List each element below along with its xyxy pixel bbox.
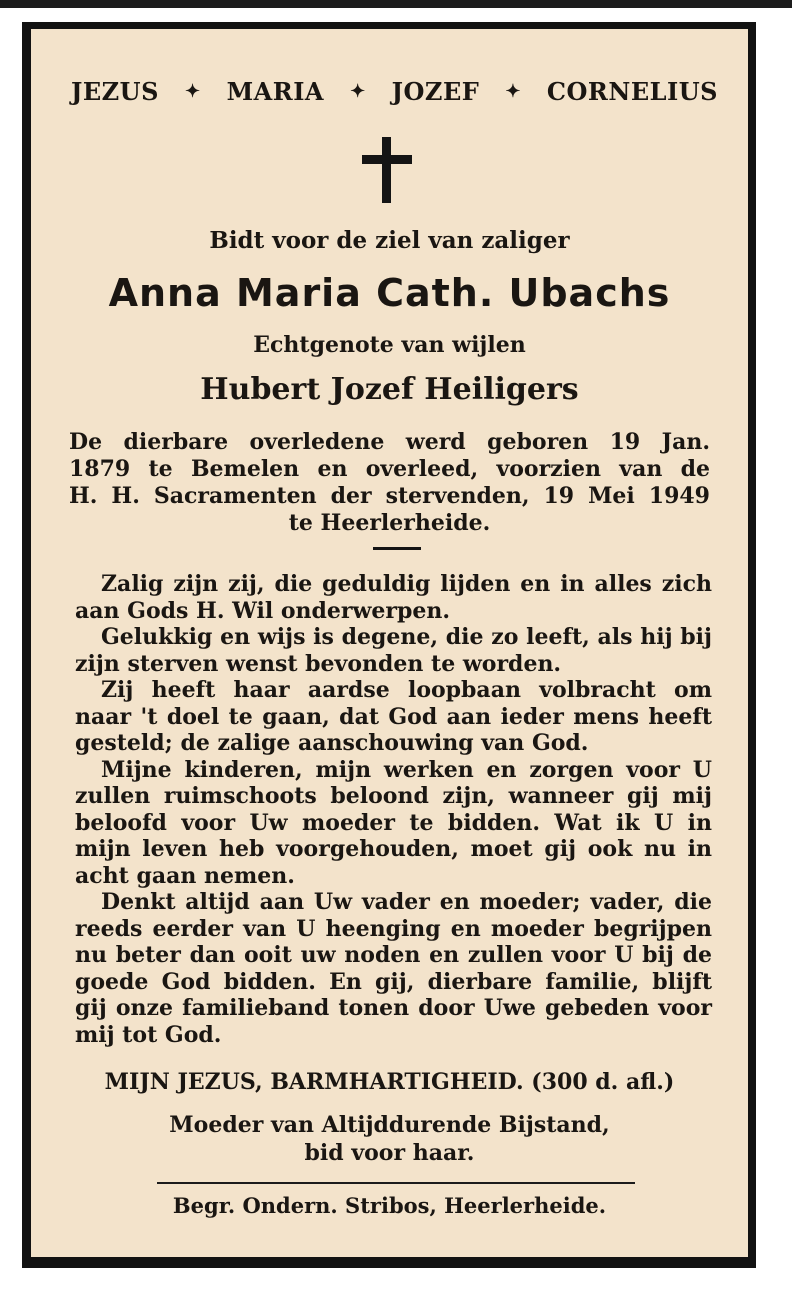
bio-line: De dierbare overledene werd geboren 19 Jan. [69, 429, 710, 455]
star-separator-icon: ✦ [184, 81, 201, 102]
prayer-request: Bidt voor de ziel van zaliger [209, 227, 570, 254]
memorial-card [22, 22, 756, 1268]
funeral-director-footer: Begr. Ondern. Stribos, Heerlerheide. [172, 1193, 607, 1218]
bio-line: H. H. Sacramenten der stervenden, 19 Mei 1949 [69, 483, 710, 509]
deceased-name: Anna Maria Cath. Ubachs [108, 271, 671, 315]
holy-name-jozef: JOZEF [391, 77, 480, 106]
biography [69, 429, 710, 537]
paragraph: Gelukkig en wijs is degene, die zo leeft, als hij bij zijn sterven wenst bevonden te worden. [75, 624, 712, 677]
footer-divider [157, 1182, 635, 1184]
closing-prayer [31, 1111, 748, 1167]
bio-line: te Heerlerheide. [288, 510, 491, 536]
top-edge-strip [0, 0, 792, 8]
cross-icon [362, 137, 412, 203]
star-separator-icon: ✦ [505, 81, 521, 102]
closing-prayer-line: bid voor haar. [304, 1140, 475, 1166]
spouse-label: Echtgenote van wijlen [253, 332, 526, 358]
memorial-text [75, 571, 712, 1048]
spouse-name: Hubert Jozef Heiligers [200, 372, 579, 407]
header-holy-names [71, 77, 718, 106]
closing-prayer-line: Moeder van Altijddurende Bijstand, [169, 1112, 610, 1138]
star-separator-icon: ✦ [350, 81, 366, 102]
paragraph: Mijne kinderen, mijn werken en zorgen voor U zullen ruimschoots beloond zijn, wanneer gij mij beloofd voor Uw moeder te bidden. Wat ik U in mijn leven heb voorgehouden, moet gij ook nu in acht gaan nemen. [75, 756, 712, 889]
indulgence-prayer: MIJN JEZUS, BARMHARTIGHEID. (300 d. afl.) [104, 1069, 675, 1095]
holy-name-maria: MARIA [226, 77, 325, 106]
bio-line: 1879 te Bemelen en overleed, voorzien van de [69, 456, 710, 482]
holy-name-jezus: JEZUS [71, 77, 159, 106]
holy-name-cornelius: CORNELIUS [546, 77, 718, 106]
divider [373, 547, 421, 550]
paragraph: Denkt altijd aan Uw vader en moeder; vader, die reeds eerder van U heenging en moeder begrijpen nu beter dan ooit uw noden en zullen voor U bij de goede God bidden. En gij, dierbare familie, blijft gij onze familieband tonen door Uwe gebeden voor mij tot God. [75, 889, 712, 1048]
paragraph: Zij heeft haar aardse loopbaan volbracht om naar 't doel te gaan, dat God aan ieder mens heeft gesteld; de zalige aanschouwing van God. [75, 677, 712, 756]
paragraph: Zalig zijn zij, die geduldig lijden en in alles zich aan Gods H. Wil onderwerpen. [75, 571, 712, 624]
